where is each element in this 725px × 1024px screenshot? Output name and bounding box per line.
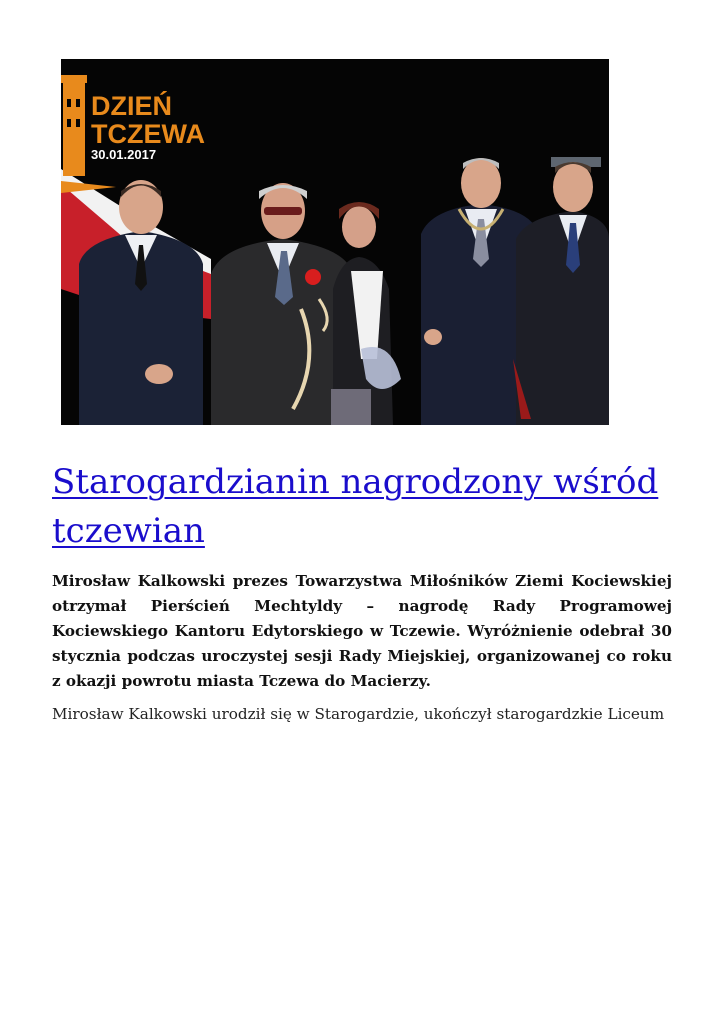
article-body: Mirosław Kalkowski urodził się w Starogardzie, ukończył starogardzkie Liceum — [52, 705, 665, 723]
article-photo — [61, 59, 609, 425]
banner-line1: DZIEŃ — [91, 91, 172, 121]
banner-line2: TCZEWA — [91, 119, 205, 149]
article-lead: Mirosław Kalkowski prezes Towarzystwa Miłośników Ziemi Kociewskiej otrzymał Pierścień Mechtyldy – nagrodę Rady Programowej Kociewskiego Kantoru Edytorskiego w Tczewie. Wyróżnienie odebrał 30 stycznia podczas uroczystej sesji Rady Miejskiej, organizowanej co roku z okazji powrotu miasta Tczewa do Macierzy. — [52, 572, 672, 690]
article-title-link[interactable]: Starogardzianin nagrodzony wśród tczewian — [52, 462, 659, 551]
banner-date: 30.01.2017 — [91, 147, 157, 162]
ceremony-photo — [61, 59, 609, 425]
article-title — [52, 458, 677, 556]
